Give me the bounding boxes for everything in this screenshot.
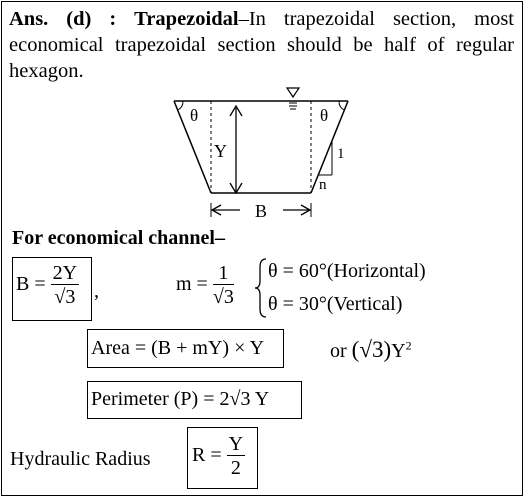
left-angle-arc bbox=[178, 101, 183, 110]
right-angle-arc bbox=[339, 101, 344, 110]
answer-dash: – bbox=[238, 8, 249, 30]
formula-m-case-horizontal: θ = 60°(Horizontal) bbox=[268, 260, 426, 282]
formula-m bbox=[176, 262, 234, 309]
base-label: B bbox=[254, 201, 268, 221]
formula-area: Area = (B + mY) × Y bbox=[91, 337, 265, 359]
hydraulic-radius-label: Hydraulic Radius bbox=[10, 448, 151, 470]
formula-m-case-vertical: θ = 30°(Vertical) bbox=[268, 293, 403, 315]
formula-m-denominator: √3 bbox=[212, 286, 234, 308]
formula-area-alt-root: (√3) bbox=[351, 337, 392, 362]
formula-m-brace bbox=[254, 257, 268, 319]
trapezoid-diagram bbox=[0, 0, 526, 230]
formula-b-denominator: √3 bbox=[54, 286, 76, 308]
slope-horizontal-label: n bbox=[319, 177, 327, 193]
formula-perimeter: Perimeter (P) = 2√3 Y bbox=[91, 388, 270, 410]
formula-b-lhs: B = bbox=[16, 273, 46, 296]
formula-area-alt-var: Y bbox=[391, 340, 406, 362]
depth-label: Y bbox=[214, 141, 227, 161]
formula-m-lhs: m = bbox=[176, 273, 208, 296]
formula-r-numerator: Y bbox=[228, 433, 244, 455]
answer-text: In trapezoidal section, most economical trapezoidal section should be half of regular hexagon. bbox=[9, 8, 514, 82]
theta-left-label: θ bbox=[190, 106, 199, 125]
formula-r-fraction bbox=[227, 433, 245, 480]
answer-term: Trapezoidal bbox=[134, 8, 239, 30]
formula-r bbox=[192, 433, 245, 480]
section-heading: For economical channel– bbox=[12, 227, 225, 249]
theta-right-label: θ bbox=[320, 106, 329, 125]
slope-vertical-label: 1 bbox=[337, 146, 345, 162]
formula-m-fraction bbox=[213, 262, 234, 309]
formula-m-numerator: 1 bbox=[213, 262, 234, 285]
formula-area-alt bbox=[330, 337, 412, 363]
water-level-icon bbox=[287, 88, 299, 97]
formula-b-numerator: 2Y bbox=[52, 262, 78, 284]
formula-area-alt-exponent: 2 bbox=[405, 338, 412, 353]
answer-label: Ans. (d) : bbox=[9, 8, 117, 30]
formula-area-alt-prefix: or bbox=[330, 340, 347, 362]
formula-b-fraction bbox=[51, 262, 79, 309]
formula-r-lhs: R = bbox=[192, 444, 222, 467]
formula-b bbox=[16, 262, 79, 309]
formula-r-denominator: 2 bbox=[230, 457, 241, 479]
formula-b-comma: , bbox=[94, 280, 99, 302]
